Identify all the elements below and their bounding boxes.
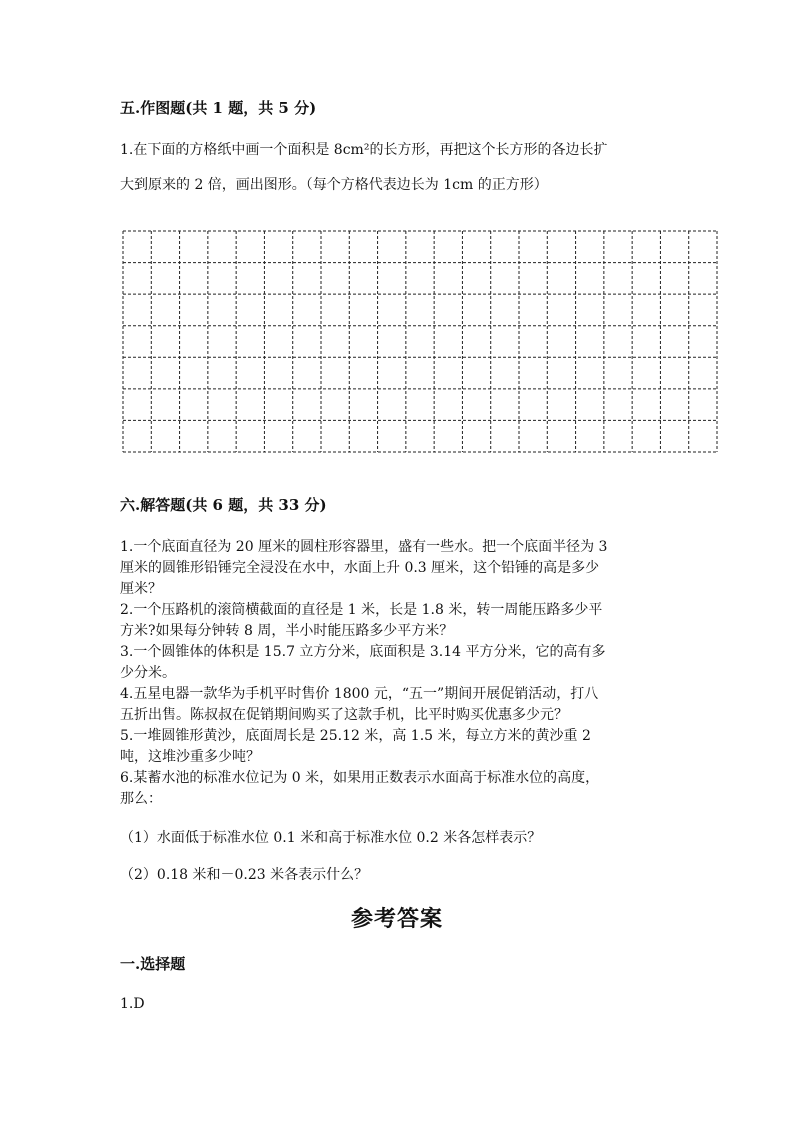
question-line: 4.五星电器一款华为手机平时售价 1800 元，“五一”期间开展促销活动，打八 <box>120 686 599 702</box>
question-line: 6.某蓄水池的标准水位记为 0 米，如果用正数表示水面高于标准水位的高度， <box>120 770 600 786</box>
question-line: 五折出售。陈叔叔在促销期间购买了这款手机，比平时购买优惠多少元？ <box>120 707 568 723</box>
section6-heading: 六.解答题(共 6 题，共 33 分) <box>120 496 327 514</box>
section5-question-line2: 大到原来的 2 倍，画出图形。（每个方格代表边长为 1cm 的正方形） <box>120 177 548 193</box>
question-line: 吨，这堆沙重多少吨？ <box>120 749 260 765</box>
dashed-grid-paper <box>122 230 718 454</box>
answers-title: 参考答案 <box>350 906 443 932</box>
question-line: 2.一个压路机的滚筒横截面的直径是 1 米，长是 1.8 米，转一周能压路多少平 <box>120 602 603 618</box>
question-line: 那么： <box>120 791 162 807</box>
subquestion-2: （2）0.18 米和－0.23 米各表示什么？ <box>120 867 369 883</box>
subquestion-1: （1）水面低于标准水位 0.1 米和高于标准水位 0.2 米各怎样表示？ <box>120 830 542 846</box>
answers-section1-heading: 一.选择题 <box>120 955 186 973</box>
answer-1: 1.D <box>120 996 145 1012</box>
question-line: 1.一个底面直径为 20 厘米的圆柱形容器里，盛有一些水。把一个底面半径为 3 <box>120 539 608 555</box>
question-line: 方米?如果每分钟转 8 周，半小时能压路多少平方米？ <box>120 623 454 639</box>
section5-heading: 五.作图题(共 1 题，共 5 分) <box>120 99 317 117</box>
question-line: 5.一堆圆锥形黄沙，底面周长是 25.12 米，高 1.5 米，每立方米的黄沙重 2 <box>120 728 591 744</box>
question-line: 厘米的圆锥形铅锤完全浸没在水中，水面上升 0.3 厘米，这个铅锤的高是多少 <box>120 560 600 576</box>
question-line: 少分米。 <box>120 665 176 681</box>
question-line: 3.一个圆锥体的体积是 15.7 立方分米，底面积是 3.14 平方分米，它的高有多 <box>120 644 606 660</box>
section5-question-line1: 1.在下面的方格纸中画一个面积是 8cm²的长方形，再把这个长方形的各边长扩 <box>120 142 608 158</box>
question-line: 厘米？ <box>120 581 162 597</box>
